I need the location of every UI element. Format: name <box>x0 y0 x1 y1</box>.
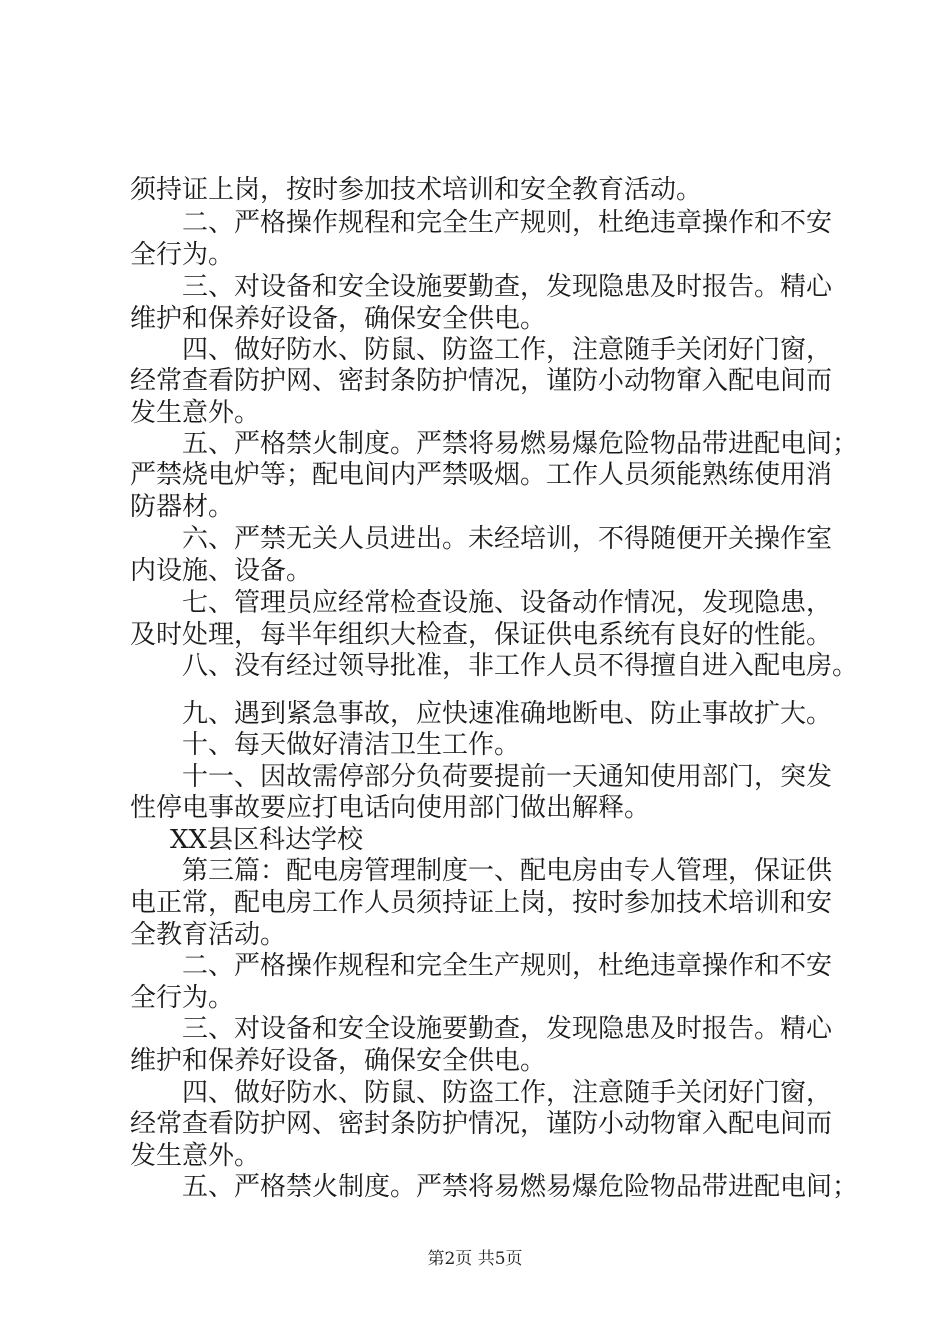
text-line: 经常查看防护网、密封条防护情况，谨防小动物窜入配电间而 <box>130 366 833 396</box>
text-line: 三、对设备和安全设施要勤查，发现隐患及时报告。精心 <box>182 272 833 302</box>
text-line: 九、遇到紧急事故，应快速准确地断电、防止事故扩大。 <box>182 699 833 729</box>
text-line: 七、管理员应经常检查设施、设备动作情况，发现隐患， <box>182 588 833 618</box>
text-line: 经常查看防护网、密封条防护情况，谨防小动物窜入配电间而 <box>130 1109 833 1139</box>
text-line: 全行为。 <box>130 240 235 270</box>
text-line: 电正常，配电房工作人员须持证上岗，按时参加技术培训和安 <box>130 888 833 918</box>
text-line: 二、严格操作规程和完全生产规则，杜绝违章操作和不安 <box>182 208 833 238</box>
text-line: 及时处理，每半年组织大检查，保证供电系统有良好的性能。 <box>130 620 833 650</box>
text-line: 三、对设备和安全设施要勤查，发现隐患及时报告。精心 <box>182 1014 833 1044</box>
text-line: 维护和保养好设备，确保安全供电。 <box>130 304 547 334</box>
text-line: 全教育活动。 <box>130 920 287 950</box>
page-number-footer: 第2页 共5页 <box>427 1249 523 1269</box>
text-line: 二、严格操作规程和完全生产规则，杜绝违章操作和不安 <box>182 951 833 981</box>
school-signature: XX县区科达学校 <box>170 825 364 855</box>
text-line: 五、严格禁火制度。严禁将易燃易爆危险物品带进配电间； <box>182 429 859 459</box>
text-line: 十、每天做好清洁卫生工作。 <box>182 730 521 760</box>
text-line: 发生意外。 <box>130 398 261 428</box>
text-line: 第三篇：配电房管理制度一、配电房由专人管理，保证供 <box>182 856 833 886</box>
text-line: 五、严格禁火制度。严禁将易燃易爆危险物品带进配电间； <box>182 1172 859 1202</box>
text-line: 防器材。 <box>130 492 235 522</box>
text-line: 四、做好防水、防鼠、防盗工作，注意随手关闭好门窗， <box>182 1078 833 1108</box>
text-line: 严禁烧电炉等；配电间内严禁吸烟。工作人员须能熟练使用消 <box>130 460 833 490</box>
text-line: 维护和保养好设备，确保安全供电。 <box>130 1046 547 1076</box>
text-line: 性停电事故要应打电话向使用部门做出解释。 <box>130 793 651 823</box>
text-line: 八、没有经过领导批准，非工作人员不得擅自进入配电房。 <box>182 651 859 681</box>
text-line: 发生意外。 <box>130 1141 261 1171</box>
text-line: 内设施、设备。 <box>130 556 313 586</box>
text-line: 四、做好防水、防鼠、防盗工作，注意随手关闭好门窗， <box>182 335 833 365</box>
text-line: 须持证上岗，按时参加技术培训和安全教育活动。 <box>130 175 703 205</box>
text-line: 全行为。 <box>130 983 235 1013</box>
text-line: 六、严禁无关人员进出。未经培训，不得随便开关操作室 <box>182 524 833 554</box>
text-line: 十一、因故需停部分负荷要提前一天通知使用部门，突发 <box>182 762 833 792</box>
